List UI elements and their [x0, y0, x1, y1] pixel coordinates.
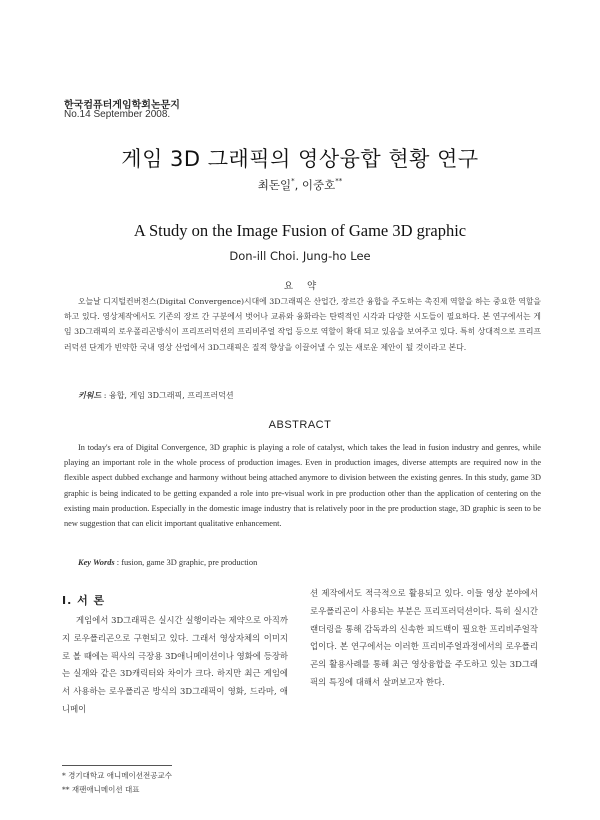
- footnote-divider: [62, 765, 172, 766]
- journal-issue: No.14 September 2008.: [64, 109, 171, 120]
- abstract-english-heading: ABSTRACT: [268, 419, 332, 431]
- abstract-korean-body: 오늘날 디지털컨버전스(Digital Convergence)시대에 3D그래픽은 산업간, 장르간 융합을 주도하는 촉진제 역할을 하는 중요한 역할을 하고 있다. 영상제작에서도 기존의 장르 간 구분에서 벗어나 교류와 융화라는 탄력적인 시각과 다양한 시도들이 필요하다. 본 연구에서는 게임 3D그래픽의 로우폴리곤방식이 프리프러덕션의 프리비주얼 작업 등으로 역할이 확대 되고 있음을 보여주고 있다. 특히 상대적으로 프리프러덕션 단계가 빈약한 국내 영상 산업에서 3D그래픽은 질적 향상을 이끌어낼 수 있는 새로운 제안이 될 것이라고 본다.: [64, 297, 541, 352]
- keywords-korean-label: 키워드: [78, 390, 102, 400]
- section-heading-introduction: Ⅰ. 서 론: [62, 594, 106, 607]
- abstract-english-body: In today's era of Digital Convergence, 3D graphic is playing a role of catalyst, which takes the lead in fusion industry and genres, while playing an important role in the whole process of production images. Even in production images, diverse attempts are required now in the flexible aspect dubbed exchange and harmony without being attached anymore to division between the existing genres. In this study, game 3D graphic is being indicated to be getting expanded a role into pre-visual work in pre production other than the application of centering on the existing main production. Especially in the domestic image industry that is relatively poor in the pre production stage, 3D graphic is seen to be new suggestion that can elicit important qualitative enhancement.: [64, 443, 541, 529]
- authors-korean: [0, 177, 600, 193]
- abstract-korean-heading: 요약: [283, 281, 331, 292]
- keywords-korean-text: : 융합, 게임 3D그래픽, 프리프러덕션: [101, 391, 234, 400]
- keywords-korean: [78, 390, 234, 401]
- keywords-english: [78, 558, 257, 567]
- keywords-english-text: : fusion, game 3D graphic, pre production: [114, 558, 258, 567]
- footnote-author-1: * 경기대학교 애니메이션전공교수: [62, 771, 172, 780]
- author-1-mark: *: [291, 177, 295, 185]
- introduction-right-column: 션 제작에서도 적극적으로 활용되고 있다. 이들 영상 분야에서 로우폴리곤이 사용되는 부분은 프리프러덕션이다. 특히 실시간 랜더링을 통해 감독과의 신속한 피드백이 필요한 프리비주얼작업이다. 본 연구에서는 이러한 프리비주얼과정에서의 로우폴리곤의 활용사례를 통해 최근 영상융합을 주도하고 있는 3D그래픽의 특징에 대해서 살펴보고자 한다.: [310, 588, 538, 687]
- introduction-left-column: 게임에서 3D그래픽은 실시간 실행이라는 제약으로 아직까지 로우폴리곤으로 구현되고 있다. 그래서 영상자체의 이미지로 볼 때에는 픽사의 극장용 3D애니메이션이나 영화에 등장하는 실재와 같은 3D캐릭터와 차이가 크다. 하지만 최근 게임에서 사용하는 로우폴리곤 방식의 3D그래픽이 영화, 드라마, 애니메이: [62, 615, 288, 714]
- keywords-english-label: Key Words: [78, 558, 115, 567]
- author-2-mark: **: [335, 177, 343, 185]
- journal-name: 한국컴퓨터게임학회논문지: [64, 100, 180, 111]
- paper-title-english: A Study on the Image Fusion of Game 3D graphic: [133, 221, 467, 240]
- author-2-name: 이중호: [301, 178, 336, 192]
- author-separator: ,: [294, 178, 302, 192]
- footnote-author-2: ** 재팬애니메이션 대표: [62, 785, 140, 794]
- author-1-name: 최돈일: [257, 178, 292, 192]
- authors-english: Don-ill Choi. Jung-ho Lee: [229, 249, 371, 263]
- paper-title-korean: 게임 3D 그래픽의 영상융합 현황 연구: [121, 147, 479, 171]
